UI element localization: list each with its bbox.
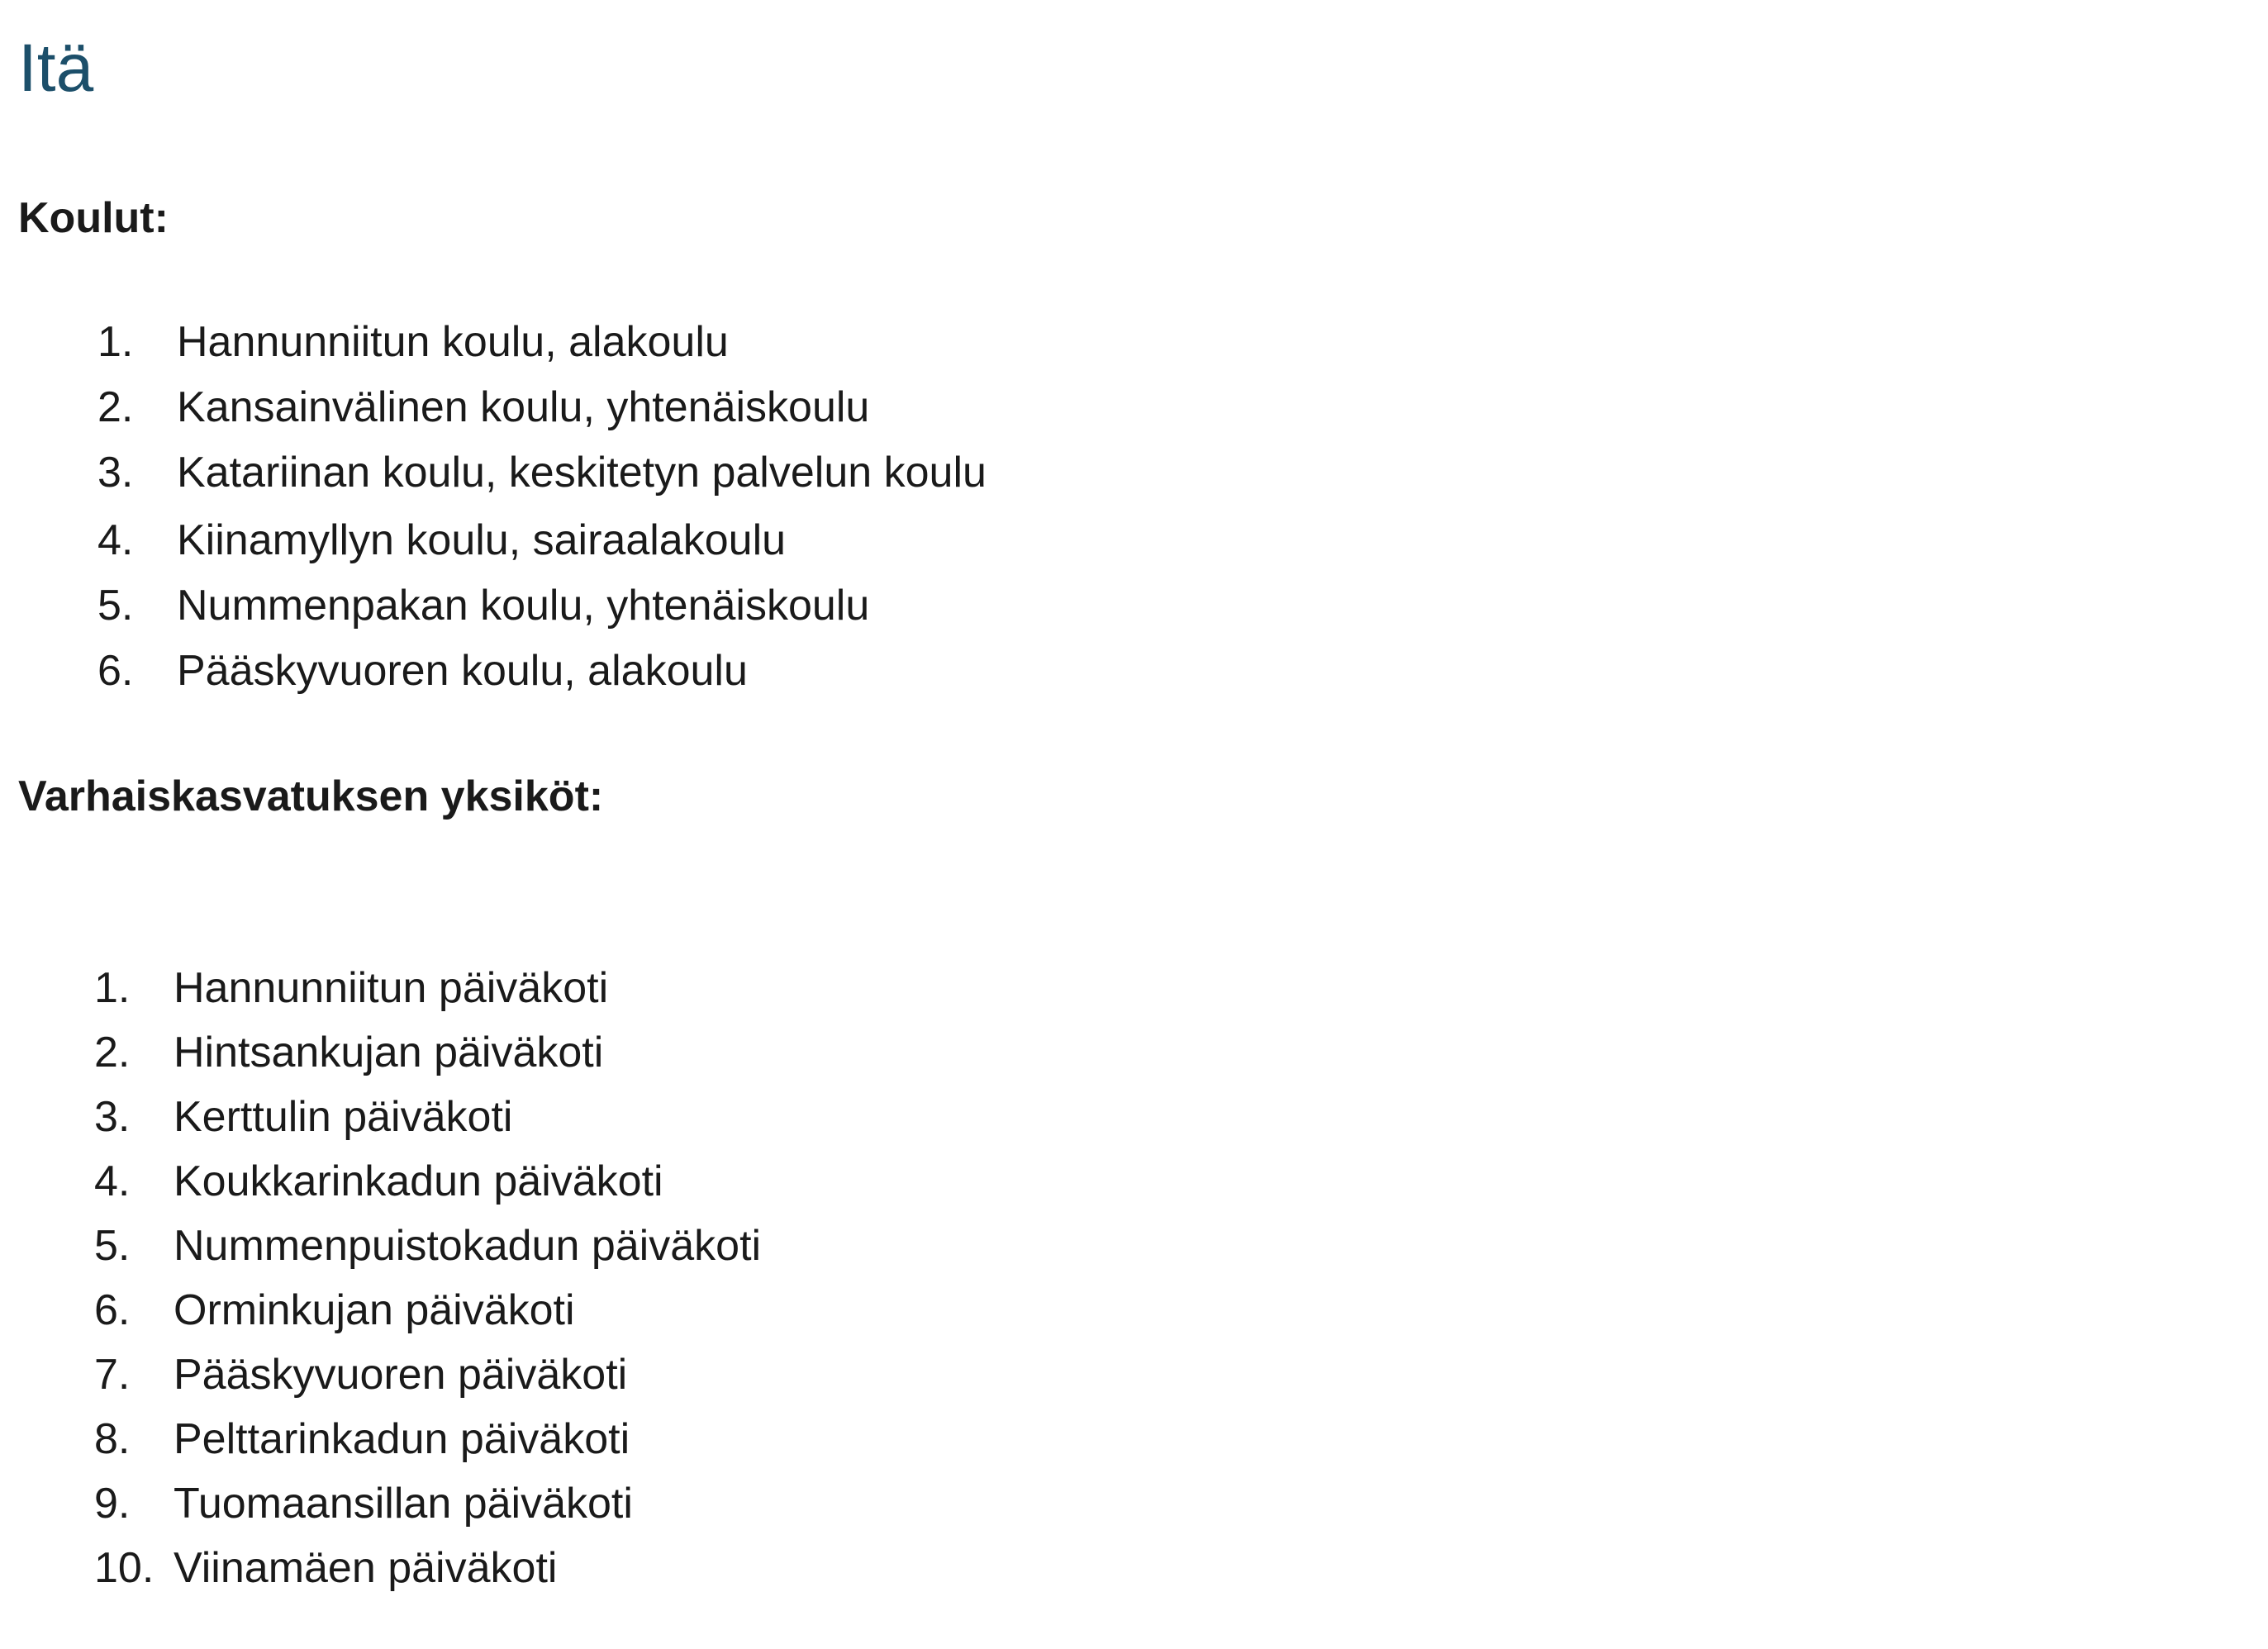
daycare-item <box>94 1353 761 1418</box>
list-number: 1. <box>94 964 131 1012</box>
daycare-item <box>94 1544 761 1611</box>
daycare-name: Tuomaansillan päiväkoti <box>174 1480 633 1528</box>
schools-list <box>97 318 987 715</box>
daycare-name: Kerttulin päiväkoti <box>174 1093 513 1141</box>
school-name: Kansainvälinen koulu, yhtenäiskoulu <box>177 383 870 431</box>
list-number: 5. <box>97 582 134 630</box>
list-number: 8. <box>94 1415 131 1463</box>
list-number: 4. <box>94 1157 131 1205</box>
list-number: 6. <box>94 1286 131 1334</box>
list-number: 9. <box>94 1480 131 1528</box>
daycare-name: Pääskyvuoren päiväkoti <box>174 1351 628 1399</box>
daycare-name: Hintsankujan päiväkoti <box>174 1029 604 1076</box>
list-number: 3. <box>94 1093 131 1141</box>
list-number: 3. <box>97 449 134 497</box>
schools-heading: Koulut: <box>18 194 169 242</box>
school-name: Nummenpakan koulu, yhtenäiskoulu <box>177 582 870 630</box>
daycare-name: Viinamäen päiväkoti <box>174 1544 558 1592</box>
list-number: 6. <box>97 647 134 695</box>
daycare-item <box>94 964 761 1031</box>
school-name: Katariinan koulu, keskitetyn palvelun koulu <box>177 449 987 497</box>
school-name: Hannunniitun koulu, alakoulu <box>177 318 729 366</box>
early-childhood-list <box>94 964 762 1611</box>
school-item <box>97 516 987 584</box>
school-item <box>97 318 987 386</box>
school-name: Pääskyvuoren koulu, alakoulu <box>177 647 748 695</box>
school-item <box>97 649 987 715</box>
daycare-name: Koukkarinkadun päiväkoti <box>174 1157 663 1205</box>
list-number: 2. <box>94 1029 131 1076</box>
list-number: 2. <box>97 383 134 431</box>
school-item <box>97 584 987 649</box>
list-number: 10. <box>94 1544 155 1592</box>
daycare-item <box>94 1031 761 1095</box>
daycare-name: Pelttarinkadun päiväkoti <box>174 1415 630 1463</box>
daycare-item <box>94 1095 761 1160</box>
school-item <box>97 451 987 519</box>
school-name: Kiinamyllyn koulu, sairaalakoulu <box>177 516 787 564</box>
daycare-item <box>94 1286 761 1353</box>
list-number: 1. <box>97 318 134 366</box>
page-title: Itä <box>18 31 94 106</box>
daycare-item <box>94 1482 761 1547</box>
list-number: 4. <box>97 516 134 564</box>
daycare-name: Orminkujan päiväkoti <box>174 1286 575 1334</box>
school-item <box>97 383 987 451</box>
daycare-name: Hannunniitun päiväkoti <box>174 964 609 1012</box>
daycare-item <box>94 1157 761 1224</box>
daycare-item <box>94 1415 761 1482</box>
daycare-item <box>94 1224 761 1289</box>
daycare-name: Nummenpuistokadun päiväkoti <box>174 1222 762 1270</box>
list-number: 7. <box>94 1351 131 1399</box>
early-childhood-heading: Varhaiskasvatuksen yksiköt: <box>18 772 604 820</box>
list-number: 5. <box>94 1222 131 1270</box>
